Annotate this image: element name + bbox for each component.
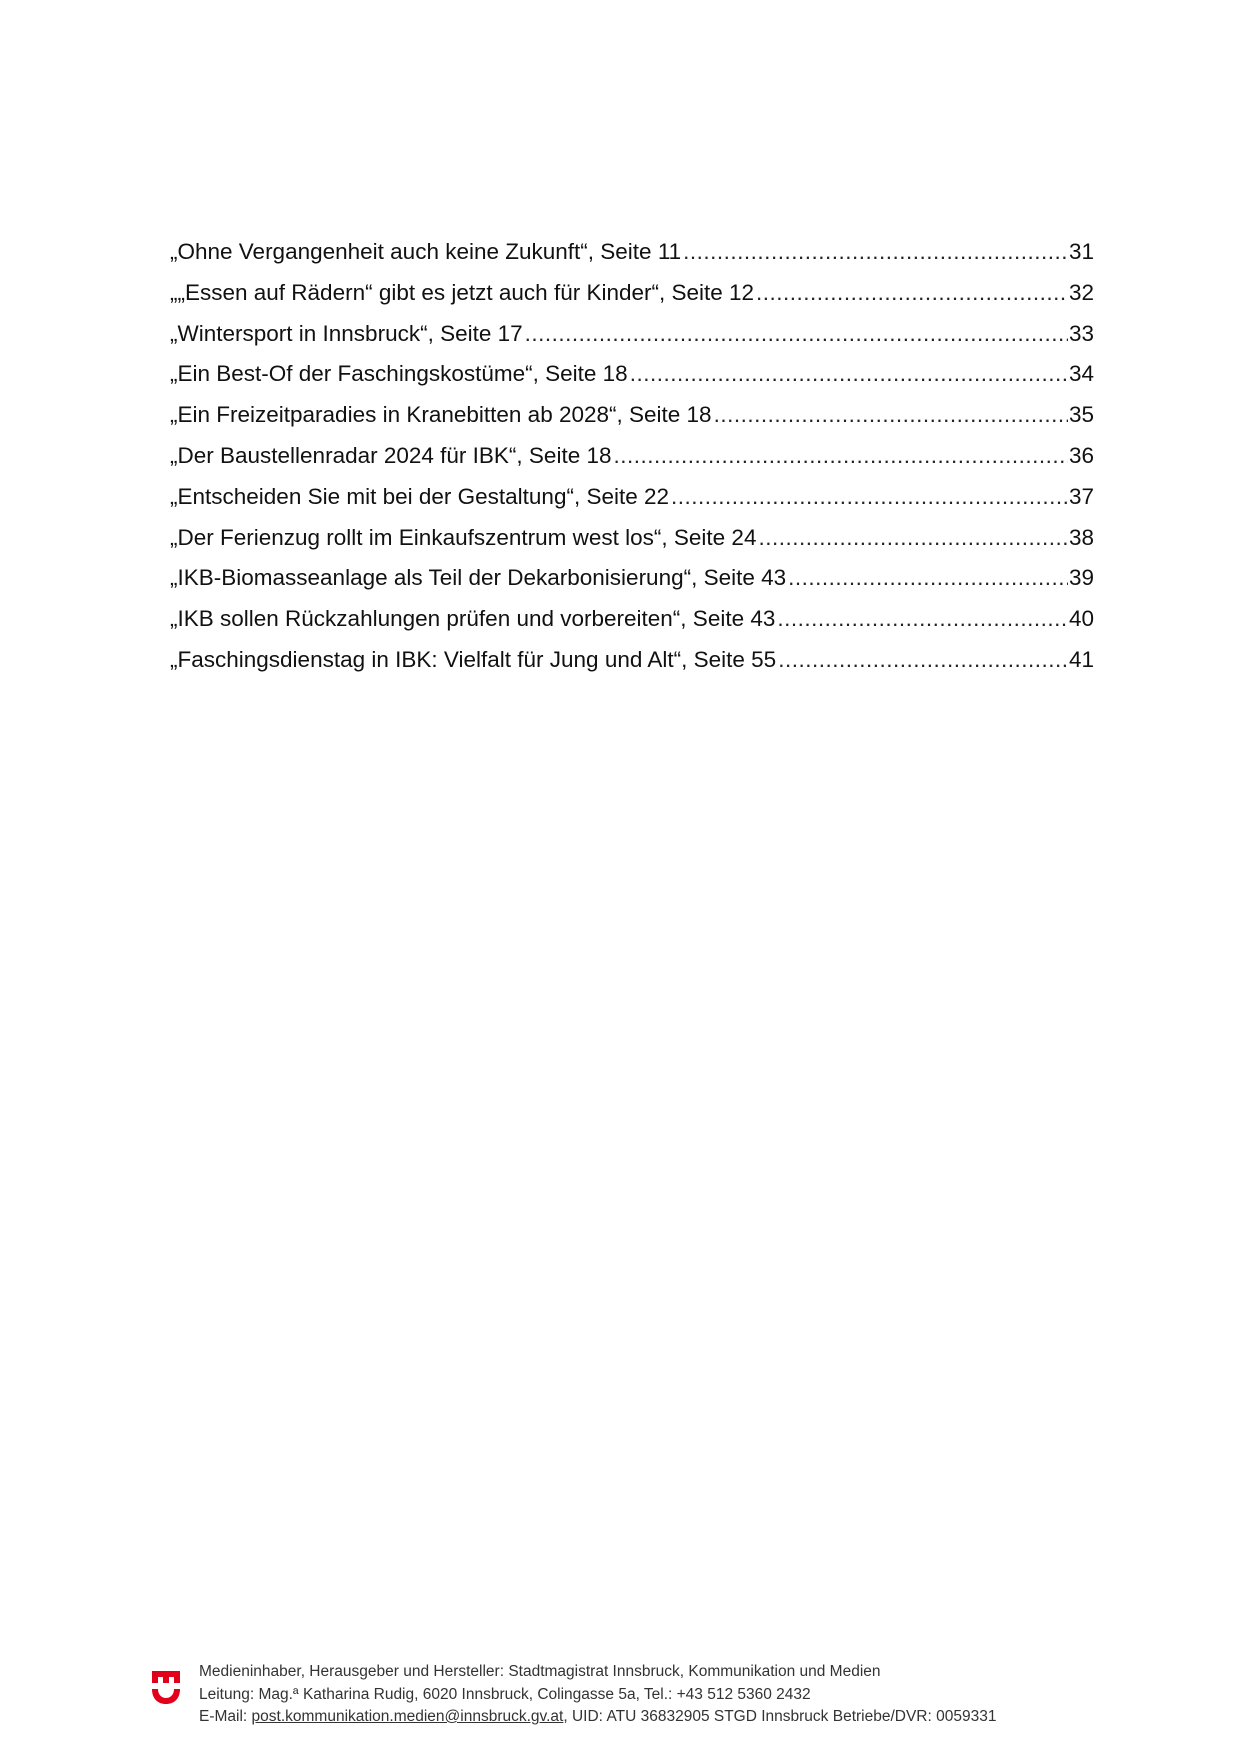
- toc-entry-title: „Der Baustellenradar 2024 für IBK“, Seite 18: [170, 442, 612, 468]
- footer-contact-line: [199, 1706, 996, 1729]
- toc-entry-title: „Faschingsdienstag in IBK: Vielfalt für Jung und Alt“, Seite 55: [170, 646, 777, 672]
- toc-entry-page: 31: [1068, 239, 1094, 264]
- toc-entry-page: 40: [1068, 606, 1094, 632]
- toc-entry-page: 38: [1068, 524, 1094, 550]
- toc-entry-title: „IKB-Biomasseanlage als Teil der Dekarbonisierung“, Seite 43: [170, 565, 787, 591]
- toc-entry-page: 32: [1068, 279, 1094, 305]
- toc-entry[interactable]: [170, 232, 1094, 273]
- footer-management-line: Leitung: Mag.ª Katharina Rudig, 6020 Innsbruck, Colingasse 5a, Tel.: +43 512 5360 2432: [199, 1685, 811, 1703]
- footer-email-label: E-Mail:: [199, 1708, 252, 1725]
- table-of-contents: [170, 232, 1094, 681]
- page-footer: [148, 1657, 1108, 1737]
- toc-entry-title: „Der Ferienzug rollt im Einkaufszentrum west los“, Seite 24: [170, 524, 757, 550]
- footer-email-link[interactable]: post.kommunikation.medien@innsbruck.gv.at: [251, 1708, 564, 1725]
- toc-entry[interactable]: [170, 354, 1094, 395]
- toc-dot-leader: [777, 599, 1068, 640]
- toc-entry-page: 37: [1068, 483, 1094, 509]
- toc-entry[interactable]: [170, 558, 1094, 599]
- footer-publisher-line: Medieninhaber, Herausgeber und Hersteller: Stadtmagistrat Innsbruck, Kommunikation und Medien: [199, 1663, 881, 1680]
- toc-entry-title: „Ein Freizeitparadies in Kranebitten ab 2028“, Seite 18: [170, 402, 712, 428]
- toc-entry[interactable]: [170, 518, 1094, 559]
- footer-imprint: [199, 1661, 996, 1729]
- toc-entry-page: 36: [1068, 442, 1094, 468]
- toc-entry-title: „Entscheiden Sie mit bei der Gestaltung“, Seite 22: [170, 483, 670, 509]
- toc-entry-title: „IKB sollen Rückzahlungen prüfen und vorbereiten“, Seite 43: [170, 606, 776, 632]
- toc-entry-page: 39: [1068, 565, 1094, 591]
- toc-entry-page: 33: [1068, 320, 1094, 346]
- toc-entry[interactable]: [170, 640, 1094, 681]
- footer-uid-text: , UID: ATU 36832905 STGD Innsbruck Betriebe/DVR: 0059331: [563, 1708, 997, 1725]
- toc-dot-leader: [671, 477, 1068, 518]
- toc-entry-page: 34: [1068, 361, 1094, 387]
- toc-entry-page: 35: [1068, 402, 1094, 428]
- toc-dot-leader: [630, 354, 1068, 395]
- toc-dot-leader: [614, 436, 1068, 477]
- toc-entry[interactable]: [170, 436, 1094, 477]
- toc-entry[interactable]: [170, 477, 1094, 518]
- toc-entry[interactable]: [170, 314, 1094, 355]
- toc-dot-leader: [756, 273, 1068, 314]
- toc-entry-title: „Ein Best-Of der Faschingskostüme“, Seite 18: [170, 361, 628, 387]
- toc-entry-title: „„Essen auf Rädern“ gibt es jetzt auch für Kinder“, Seite 12: [170, 279, 755, 305]
- toc-entry[interactable]: [170, 273, 1094, 314]
- toc-entry-title: „Ohne Vergangenheit auch keine Zukunft“, Seite 11: [170, 239, 682, 264]
- toc-dot-leader: [788, 558, 1068, 599]
- toc-dot-leader: [714, 395, 1068, 436]
- toc-entry[interactable]: [170, 599, 1094, 640]
- innsbruck-crest-icon: [150, 1665, 182, 1705]
- toc-dot-leader: [683, 232, 1068, 273]
- toc-entry[interactable]: [170, 395, 1094, 436]
- toc-dot-leader: [778, 640, 1068, 681]
- toc-entry-page: 41: [1068, 646, 1094, 672]
- toc-entry-title: „Wintersport in Innsbruck“, Seite 17: [170, 320, 523, 346]
- toc-dot-leader: [525, 314, 1068, 355]
- toc-dot-leader: [758, 518, 1068, 559]
